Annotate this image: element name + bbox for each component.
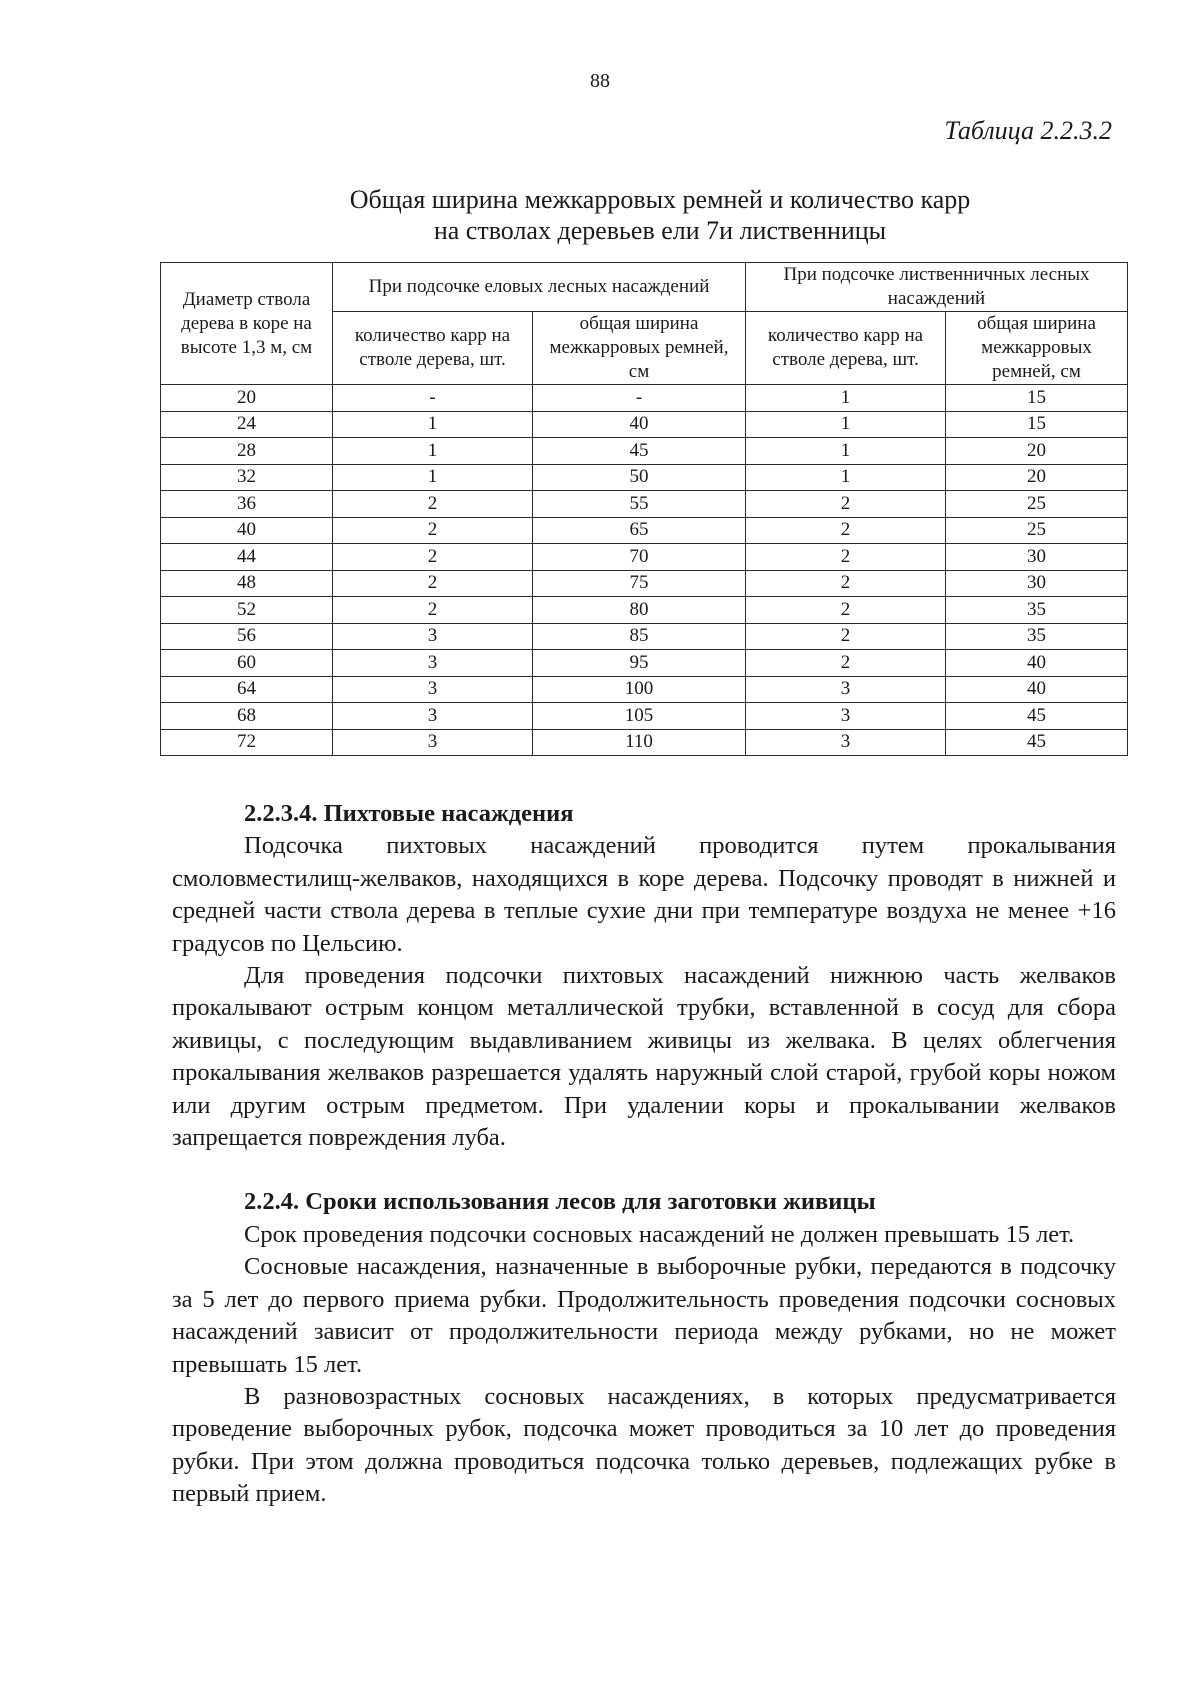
table-cell: 2: [333, 597, 533, 624]
table-row: [161, 517, 1128, 544]
table-row: [161, 623, 1128, 650]
table-cell: 68: [161, 703, 333, 730]
header-spruce-group: При подсочке еловых лесных насаждений: [333, 263, 746, 312]
table-cell: 85: [533, 623, 746, 650]
table-cell: 2: [746, 623, 946, 650]
table-cell: 45: [946, 729, 1128, 756]
table-cell: 1: [333, 411, 533, 438]
table-cell: 30: [946, 570, 1128, 597]
table-cell: 2: [333, 491, 533, 518]
paragraph: В разновозрастных сосновых насаждениях, в которых предусматривается проведение выборочных рубок, подсочка может проводиться за 10 лет до проведения рубки. При этом должна проводиться подсочка только деревьев, подлежащих рубке в первый прием.: [172, 1382, 1116, 1508]
table-cell: 3: [333, 729, 533, 756]
table-cell: 2: [333, 517, 533, 544]
table-row: [161, 438, 1128, 465]
section-heading-fir: 2.2.3.4. Пихтовые насаждения: [244, 800, 574, 827]
table-cell: 1: [333, 438, 533, 465]
table-row: [161, 597, 1128, 624]
table-row: [161, 650, 1128, 677]
section-heading-terms: 2.2.4. Сроки использования лесов для заготовки живицы: [244, 1188, 876, 1216]
table-cell: 24: [161, 411, 333, 438]
header-diameter: Диаметр ствола дерева в коре на высоте 1,3 м, см: [161, 263, 333, 385]
table-cell: -: [533, 385, 746, 412]
table-caption: Таблица 2.2.3.2: [944, 116, 1112, 145]
table-cell: 45: [946, 703, 1128, 730]
table-cell: 3: [746, 676, 946, 703]
table-cell: 3: [746, 703, 946, 730]
table-cell: 2: [333, 570, 533, 597]
table-cell: 2: [333, 544, 533, 571]
paragraph: Сосновые насаждения, назначенные в выборочные рубки, передаются в подсочку за 5 лет до первого приема рубки. Продолжительность проведения подсочки сосновых насаждений зависит от продолжительности периода между рубками, но не может превышать 15 лет.: [172, 1253, 1116, 1378]
table-cell: 1: [333, 464, 533, 491]
table-cell: 40: [946, 650, 1128, 677]
header-larch-group: При подсочке лиственничных лесных насаждений: [746, 263, 1128, 312]
table-row: [161, 544, 1128, 571]
paragraph: Подсочка пихтовых насаждений проводится путем прокалывания смоловместилищ-желваков, находящихся в коре дерева. Подсочку проводят в нижней и средней части ствола дерева в теплые сухие дни при температуре воздуха не менее +16 градусов по Цельсию.: [172, 832, 1116, 957]
table-cell: 1: [746, 464, 946, 491]
table-cell: 105: [533, 703, 746, 730]
table-cell: 36: [161, 491, 333, 518]
table-cell: 3: [333, 703, 533, 730]
table-cell: 20: [161, 385, 333, 412]
table-row: [161, 491, 1128, 518]
table-title: [160, 184, 1160, 246]
paragraph: Для проведения подсочки пихтовых насаждений нижнюю часть желваков прокалывают острым концом металлической трубки, вставленной в сосуд для сбора живицы, с последующим выдавливанием живицы из желвака. В целях облегчения прокалывания желваков разрешается удалять наружный слой старой, грубой коры ножом или другим острым предметом. При удалении коры и прокалывании желваков запрещается повреждения луба.: [172, 962, 1116, 1152]
table-cell: 1: [746, 385, 946, 412]
table-cell: 15: [946, 411, 1128, 438]
header-larch-width: общая ширина межкарровых ремней, см: [946, 312, 1128, 385]
table-cell: 2: [746, 597, 946, 624]
page-number: 88: [590, 70, 610, 92]
table-cell: 64: [161, 676, 333, 703]
table-cell: 3: [333, 623, 533, 650]
paragraph: Срок проведения подсочки сосновых насаждений не должен превышать 15 лет.: [244, 1220, 1075, 1248]
table-cell: 95: [533, 650, 746, 677]
table-cell: 2: [746, 544, 946, 571]
table-cell: 30: [946, 544, 1128, 571]
table-cell: 3: [333, 650, 533, 677]
table-cell: 44: [161, 544, 333, 571]
table-cell: 1: [746, 438, 946, 465]
table-cell: 3: [333, 676, 533, 703]
table-cell: 2: [746, 491, 946, 518]
header-larch-count: количество карр на стволе дерева, шт.: [746, 312, 946, 385]
table-cell: 1: [746, 411, 946, 438]
data-table: [160, 262, 1128, 756]
table-cell: 45: [533, 438, 746, 465]
table-cell: 15: [946, 385, 1128, 412]
table-cell: 28: [161, 438, 333, 465]
table-cell: 48: [161, 570, 333, 597]
table-row: [161, 411, 1128, 438]
table-row: [161, 464, 1128, 491]
table-cell: 2: [746, 650, 946, 677]
table-body: [161, 385, 1128, 756]
table-title-line1: Общая ширина межкарровых ремней и количество карр: [349, 185, 971, 214]
table-cell: 35: [946, 623, 1128, 650]
table-row: [161, 729, 1128, 756]
table-row: [161, 676, 1128, 703]
table-row: [161, 570, 1128, 597]
header-spruce-count: количество карр на стволе дерева, шт.: [333, 312, 533, 385]
table-cell: 2: [746, 570, 946, 597]
table-cell: 40: [161, 517, 333, 544]
table-cell: 55: [533, 491, 746, 518]
table-cell: 50: [533, 464, 746, 491]
table-cell: 3: [746, 729, 946, 756]
table-cell: 70: [533, 544, 746, 571]
table-cell: 2: [746, 517, 946, 544]
table-cell: 25: [946, 491, 1128, 518]
table-cell: 72: [161, 729, 333, 756]
table-row: [161, 703, 1128, 730]
table-cell: 60: [161, 650, 333, 677]
table-cell: 110: [533, 729, 746, 756]
body-text: [172, 798, 1116, 1511]
table-cell: 35: [946, 597, 1128, 624]
header-spruce-width: общая ширина межкарровых ремней, см: [533, 312, 746, 385]
table-cell: 75: [533, 570, 746, 597]
table-cell: 20: [946, 464, 1128, 491]
table-cell: 100: [533, 676, 746, 703]
table-cell: 32: [161, 464, 333, 491]
table-cell: 40: [946, 676, 1128, 703]
table-cell: 65: [533, 517, 746, 544]
table-cell: -: [333, 385, 533, 412]
table-cell: 20: [946, 438, 1128, 465]
table-title-line2: на стволах деревьев ели 7и лиственницы: [433, 216, 887, 245]
table-cell: 80: [533, 597, 746, 624]
table-cell: 56: [161, 623, 333, 650]
table-cell: 40: [533, 411, 746, 438]
table-cell: 52: [161, 597, 333, 624]
table-row: [161, 385, 1128, 412]
table-cell: 25: [946, 517, 1128, 544]
